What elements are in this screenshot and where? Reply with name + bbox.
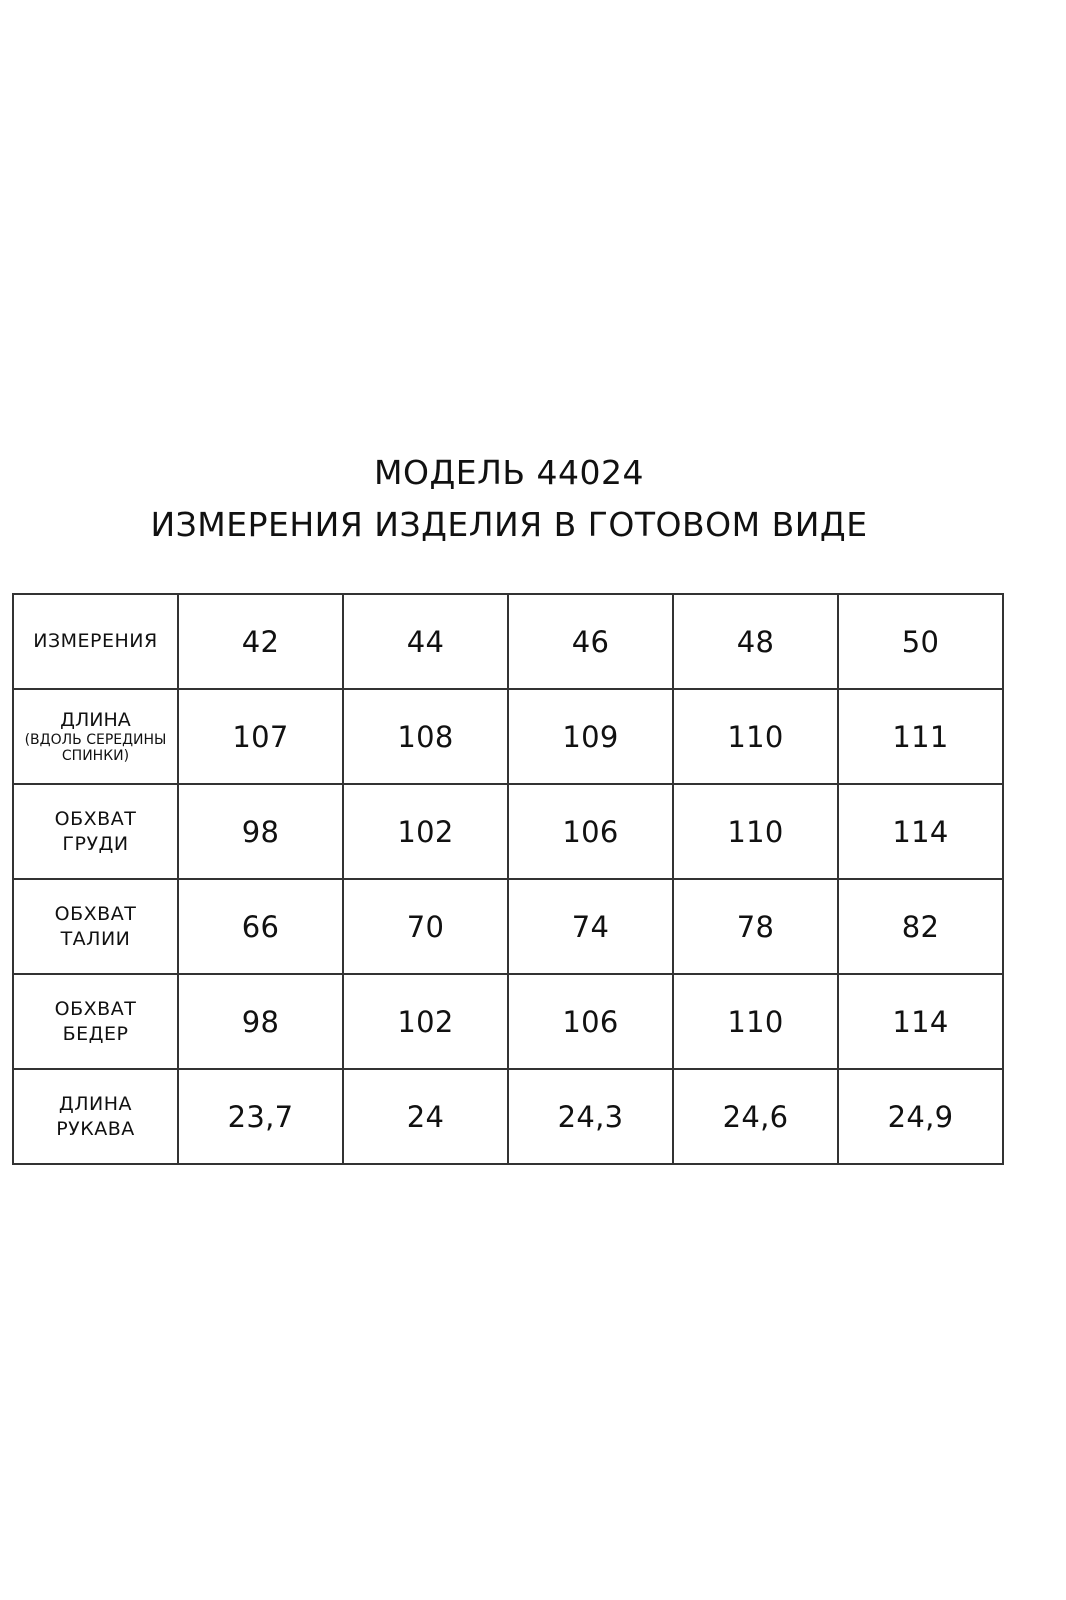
value: 24,9 — [887, 1099, 954, 1134]
value-cell — [178, 784, 343, 879]
row-label-line2: ТАЛИИ — [60, 927, 131, 950]
table-header-row — [13, 594, 1003, 689]
value: 98 — [241, 1004, 280, 1039]
row-label-line1: ОБХВАТ — [54, 807, 137, 830]
header-label: ИЗМЕРЕНИЯ — [33, 630, 158, 652]
row-label-line2: (ВДОЛЬ СЕРЕДИНЫ — [24, 732, 167, 748]
row-label-line1: ОБХВАТ — [54, 997, 137, 1020]
value-cell — [343, 879, 508, 974]
row-label-cell — [13, 1069, 178, 1164]
table-row — [13, 784, 1003, 879]
value-cell — [343, 784, 508, 879]
header-label-cell — [13, 594, 178, 689]
value-cell — [343, 689, 508, 784]
value-cell — [838, 879, 1003, 974]
value-cell — [673, 784, 838, 879]
value-cell — [673, 974, 838, 1069]
value-cell — [178, 974, 343, 1069]
value: 108 — [397, 719, 454, 754]
value-cell — [673, 689, 838, 784]
value-cell — [508, 1069, 673, 1164]
value: 24 — [406, 1099, 445, 1134]
value-cell — [838, 1069, 1003, 1164]
measurements-subtitle: ИЗМЕРЕНИЯ ИЗДЕЛИЯ В ГОТОВОМ ВИДЕ — [150, 505, 868, 544]
table-row — [13, 689, 1003, 784]
size-cell — [508, 594, 673, 689]
value-cell — [838, 974, 1003, 1069]
value: 106 — [562, 814, 619, 849]
value: 114 — [892, 814, 949, 849]
row-label-line1: ДЛИНА — [60, 709, 131, 731]
row-label-cell — [13, 784, 178, 879]
size-cell — [838, 594, 1003, 689]
table-row — [13, 974, 1003, 1069]
value: 110 — [727, 814, 784, 849]
value-cell — [343, 974, 508, 1069]
row-label-line2: ГРУДИ — [62, 832, 129, 855]
value: 82 — [901, 909, 940, 944]
value: 23,7 — [227, 1099, 294, 1134]
value-cell — [178, 689, 343, 784]
row-label-cell — [13, 689, 178, 784]
value-cell — [508, 784, 673, 879]
size-cell — [673, 594, 838, 689]
value: 102 — [397, 814, 454, 849]
row-label-line2: РУКАВА — [56, 1117, 135, 1140]
table-row — [13, 1069, 1003, 1164]
row-label-line3: СПИНКИ) — [61, 748, 130, 764]
value-cell — [508, 689, 673, 784]
row-label-cell — [13, 879, 178, 974]
value: 111 — [892, 719, 949, 754]
size-50: 50 — [901, 624, 940, 659]
value: 102 — [397, 1004, 454, 1039]
size-cell — [343, 594, 508, 689]
table-row — [13, 879, 1003, 974]
value-cell — [178, 1069, 343, 1164]
row-label-cell — [13, 974, 178, 1069]
value: 74 — [571, 909, 610, 944]
row-label-line2: БЕДЕР — [62, 1022, 129, 1045]
value-cell — [838, 784, 1003, 879]
value: 78 — [736, 909, 775, 944]
size-48: 48 — [736, 624, 775, 659]
value: 70 — [406, 909, 445, 944]
value: 110 — [727, 719, 784, 754]
size-44: 44 — [406, 624, 445, 659]
value-cell — [508, 879, 673, 974]
value: 107 — [232, 719, 289, 754]
size-42: 42 — [241, 624, 280, 659]
value: 106 — [562, 1004, 619, 1039]
row-label-line1: ДЛИНА — [58, 1092, 133, 1115]
size-cell — [178, 594, 343, 689]
value-cell — [508, 974, 673, 1069]
value: 109 — [562, 719, 619, 754]
value: 66 — [241, 909, 280, 944]
size-46: 46 — [571, 624, 610, 659]
value-cell — [673, 1069, 838, 1164]
value-cell — [178, 879, 343, 974]
size-table — [12, 593, 1004, 1165]
row-label-line1: ОБХВАТ — [54, 902, 137, 925]
value-cell — [673, 879, 838, 974]
value-cell — [343, 1069, 508, 1164]
value: 24,3 — [557, 1099, 624, 1134]
value: 110 — [727, 1004, 784, 1039]
value: 114 — [892, 1004, 949, 1039]
value: 98 — [241, 814, 280, 849]
value: 24,6 — [722, 1099, 789, 1134]
model-title: МОДЕЛЬ 44024 — [374, 453, 644, 492]
value-cell — [838, 689, 1003, 784]
